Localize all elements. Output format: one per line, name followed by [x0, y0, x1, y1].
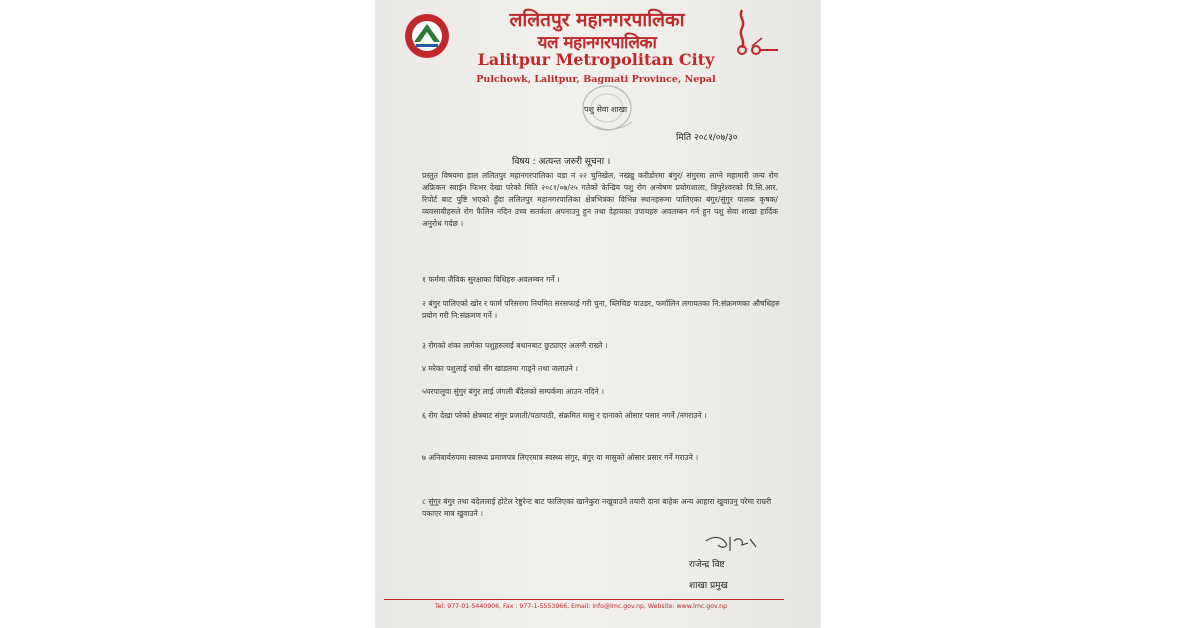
instruction-item-8: ८ सुंगुर बंगुर तथा बदेललाई होटेल रेष्टुरेन्ट बाट फालिएका खानेकुरा नखुवाउने तयारी दाना बाहेक अन्य आहारा खुवाउनु परेमा राम्ररी पकाएर मात्र खुवाउने । — [422, 497, 772, 518]
instruction-item-6: ६ रोग देखा परेको क्षेत्रबाट संगुर प्रजाती/पठापाठी, संक्रमित मासु र दानाको ओसार पसार नगर्ने /नगराउने । — [422, 411, 707, 420]
stamp-label: पशु सेवा शाखा — [584, 105, 628, 114]
letter-date: मिति २०८१/०७/३० — [676, 133, 738, 143]
instruction-item-1: १ फर्ममा जैविक सुरक्षाका विधिहरु अवलम्बन गर्ने । — [422, 275, 560, 284]
instruction-item-3: ३ रोगको शंका लागेका पशुहरुलाई बथानबाट छुट्याएर अलग्गै राख्ने । — [422, 341, 608, 350]
body-paragraph: प्रस्तुत विषयमा हाल ललितपुर महानगरपालिका वडा नं २२ चुनिखेल, नख्खु करीडोरमा बंगुर/ संगुरमा लाग्ने महामारी जन्य रोग अफ्रिकन स्वाईन फिभर देखा परेको मिति २०८१/०७/२५ गतेको केन्द्रिय पशु रोग अन्वेषण प्रयोगशाला, त्रिपुरेश्वरको पि.सि.आर. रिपोर्ट बाट पुष्टि भएको हुँदा ललितपुर महानगरपालिका क्षेत्रभित्रका विभिन्न स्थानहरूमा पालिएका बंगुर/सुंगुर पालक कृषक/ व्यवसायीहरुले रोग फैलिन नदिन उच्च सतर्कता अपनाउनु हुन तथा देहायका उपायहरु अवलम्बन गर्न हुन पशु सेवा शाखा हार्दिक अनुरोध गर्दछ । — [422, 171, 778, 228]
org-name-newari: यल महानगरपालिका — [537, 33, 657, 53]
org-address: Pulchowk, Lalitpur, Bagmati Province, Nepal — [476, 74, 716, 85]
instruction-item-7: ७ अनिवार्यरुपमा स्वास्थ्य प्रमाणपत्र लिएरमात्र स्वस्थ्य संगुर, बंगुर वा मासुको ओसार प्रसार गर्ने गराउने । — [422, 453, 699, 462]
instruction-item-2: २ बंगुर पालिएको खोर र फार्म परिसरमा नियमित सरसफाई गरी चुना, ब्लिचिङ पाउडर, फर्मालिन लगायतका नि:संक्रमणका औषधिहरु प्रयोग गरी नि:संक्रमण गर्ने । — [422, 299, 780, 320]
org-name-nepali: ललितपुर महानगरपालिका — [509, 9, 685, 31]
footer-divider — [384, 599, 784, 600]
org-name-english: Lalitpur Metropolitan City — [477, 50, 715, 69]
signatory-name: राजेन्द्र विष्ट — [689, 560, 725, 570]
notice-document — [376, 0, 820, 628]
letter-subject: विषय : अत्यन्त जरुरी सूचना । — [512, 157, 611, 167]
footer-contact: Tel: 977-01-5440906, Fax : 977-1-5553966, Email: info@lmc.gov.np, Website: www.lmc.gov.np — [435, 603, 727, 610]
signatory-title: शाखा प्रमुख — [689, 581, 728, 591]
signature-icon — [704, 533, 760, 557]
instruction-item-4: ४ मरेका पशुलाई राम्रो सँग खाडलमा गाड्ने तथा जलाउने । — [422, 364, 578, 373]
instruction-item-5: ५घरपालुवा सुंगुर बंगुर लाई जंगली बँदेलको सम्पर्कमा आउन नदिने । — [422, 387, 604, 396]
